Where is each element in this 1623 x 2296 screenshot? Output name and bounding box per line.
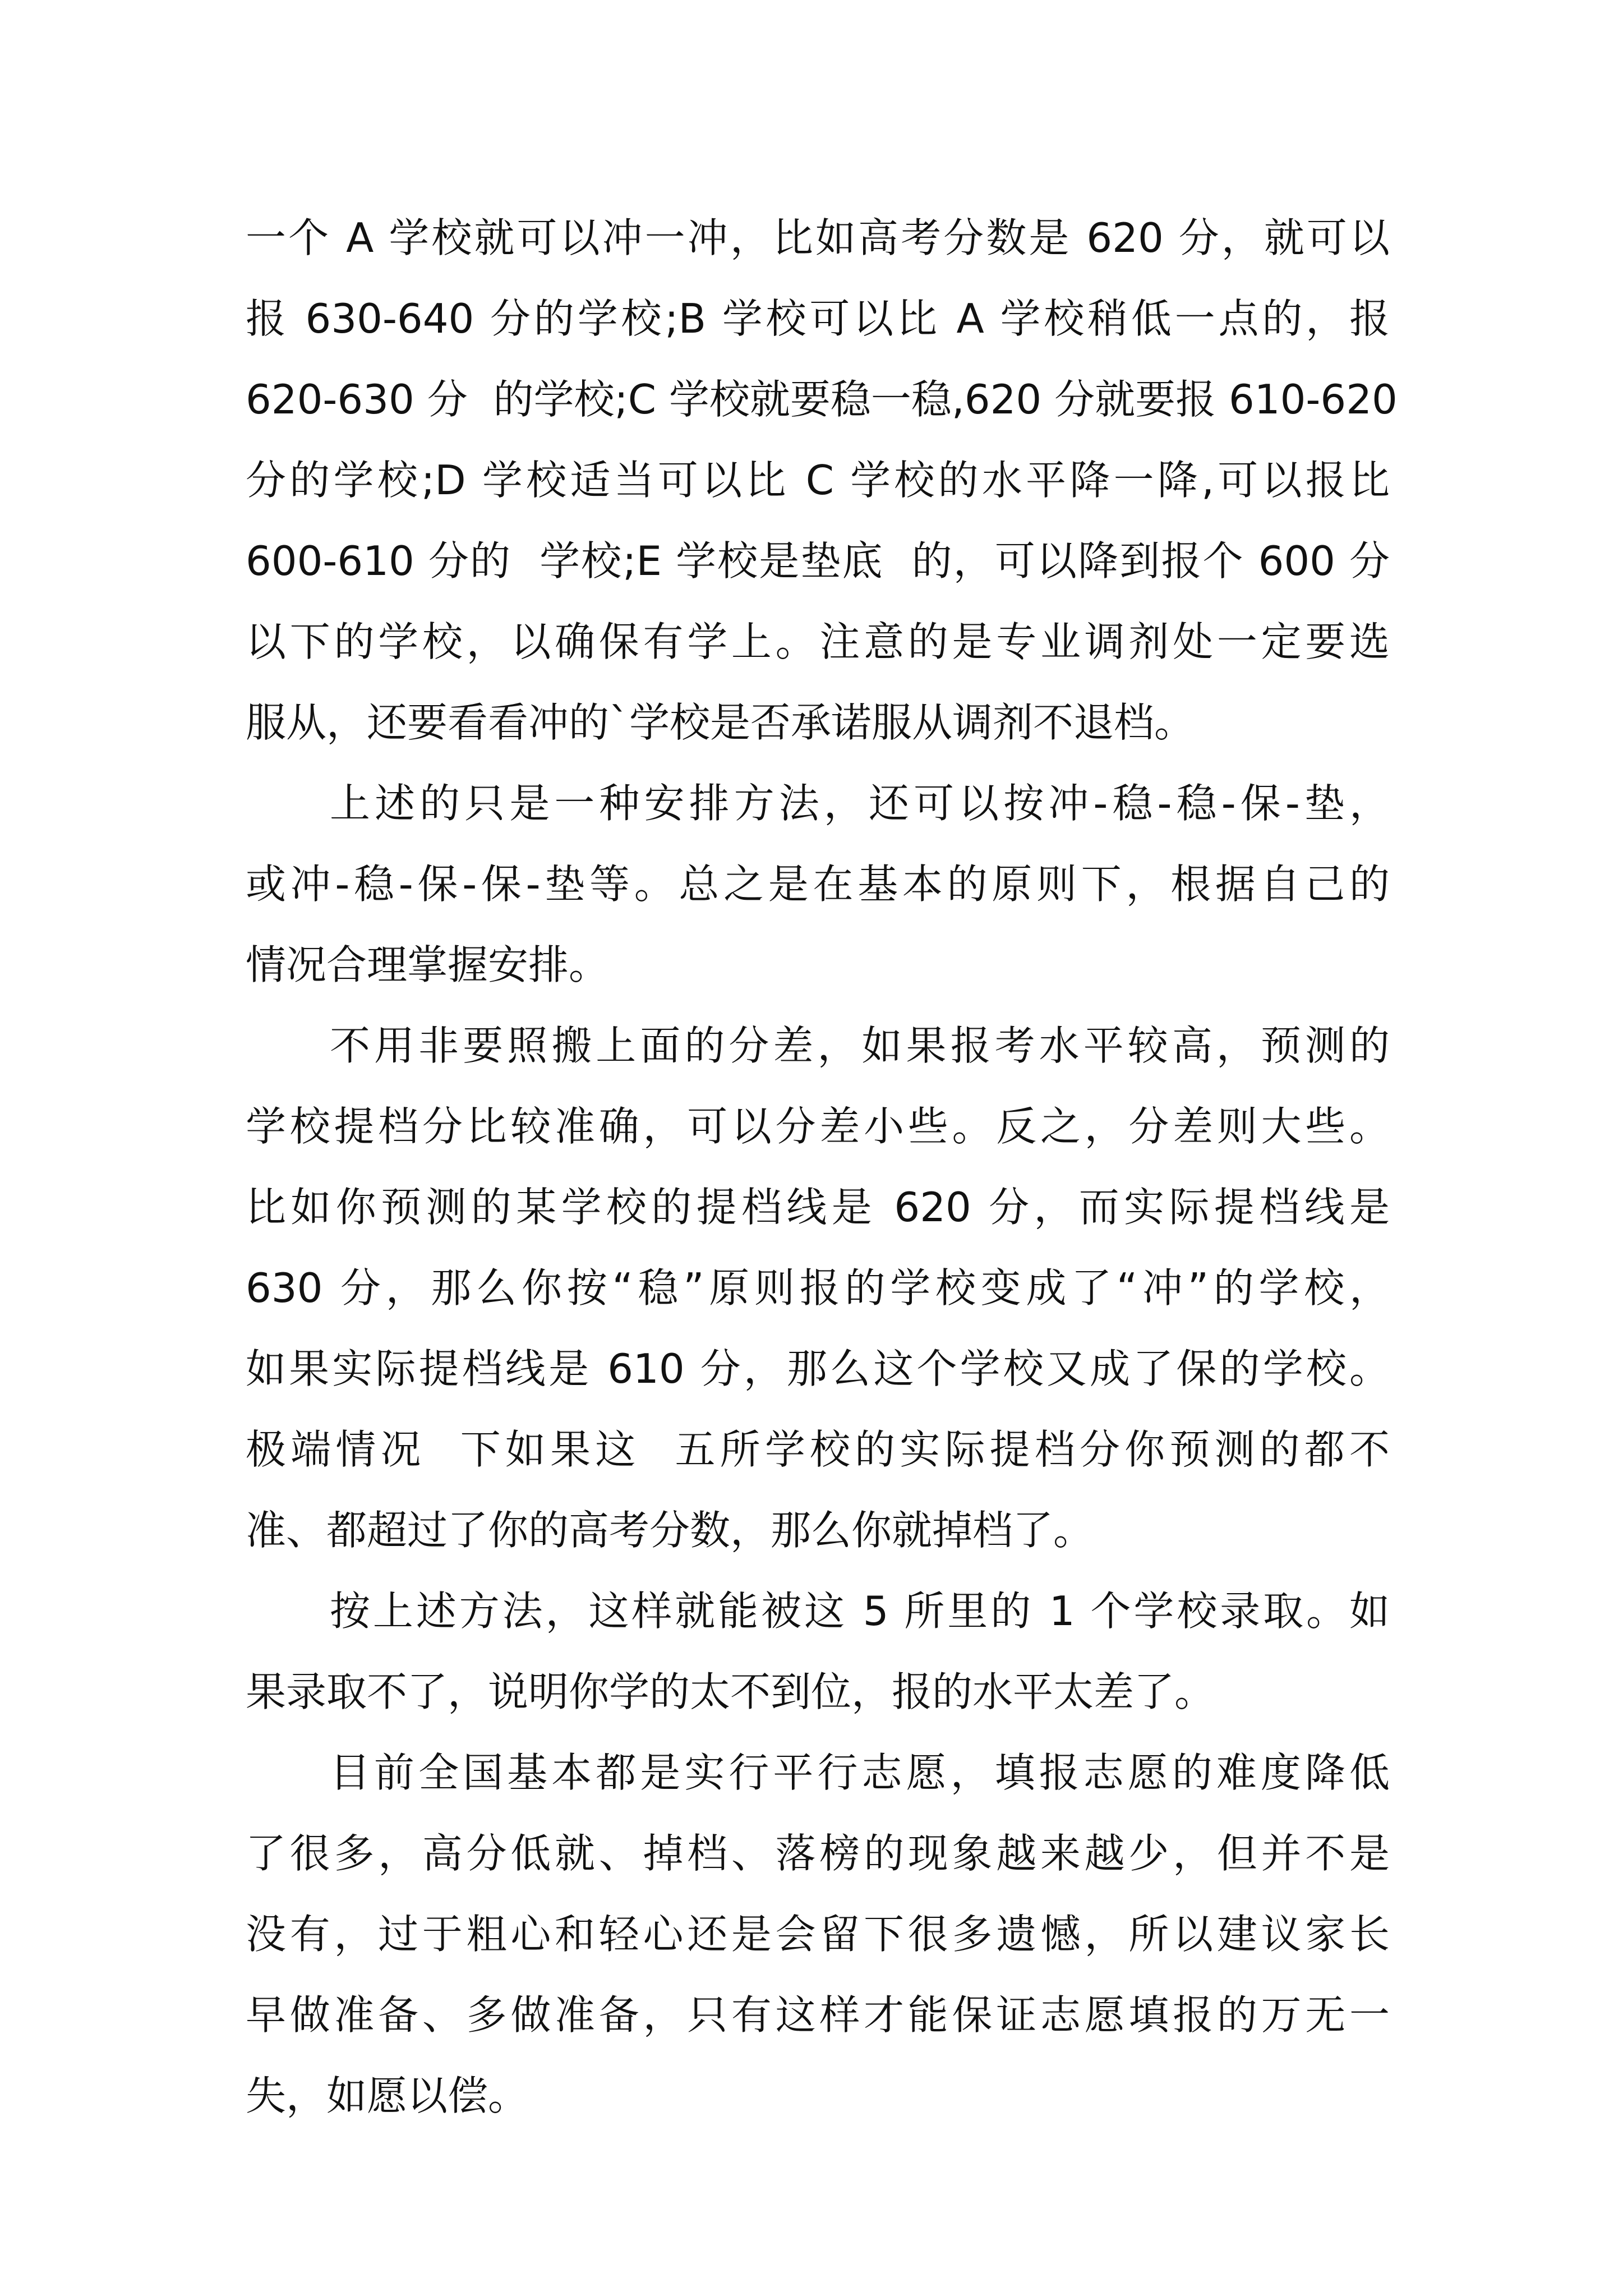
text-line: 情况合理掌握安排。 [246,941,610,988]
text-line: 服从，还要看看冲的`学校是否承诺服从调剂不退档。 [246,699,1195,746]
text-line: 620-630 分 的学校;C 学校就要稳一稳,620 分就要报 610-620 [246,376,1398,423]
text-line: 目前全国基本都是实行平行志愿，填报志愿的难度降低 [330,1749,1390,1796]
paragraph [246,197,1398,763]
text-line: 或冲-稳-保-保-垫等。总之是在基本的原则下，根据自己的 [246,861,1390,908]
text-line: 如果实际提档线是 610 分，那么这个学校又成了保的学校。 [246,1345,1390,1392]
text-line: 失，如愿以偿。 [246,2072,529,2119]
text-line: 一个 A 学校就可以冲一冲，比如高考分数是 620 分，就可以 [246,214,1390,261]
text-line: 早做准备、多做准备，只有这样才能保证志愿填报的万无一 [246,1991,1390,2039]
text-line: 分的学校;D 学校适当可以比 C 学校的水平降一降,可以报比 [246,457,1390,504]
text-line: 630 分，那么你按“稳”原则报的学校变成了“冲”的学校， [246,1264,1390,1312]
text-line: 准、都超过了你的高考分数，那么你就掉档了。 [246,1507,1094,1554]
paragraph [246,763,1390,1005]
document-body [246,197,1398,2136]
text-line: 比如你预测的某学校的提档线是 620 分，而实际提档线是 [246,1184,1390,1231]
text-line: 报 630-640 分的学校;B 学校可以比 A 学校稍低一点的，报 [246,295,1390,342]
paragraph [246,1005,1390,1571]
text-line: 以下的学校，以确保有学上。注意的是专业调剂处一定要选 [246,618,1390,665]
paragraph [246,1571,1390,1732]
text-line: 不用非要照搬上面的分差，如果报考水平较高，预测的 [330,1022,1390,1069]
text-line: 了很多，高分低就、掉档、落榜的现象越来越少，但并不是 [246,1830,1390,1877]
text-line: 极端情况 下如果这 五所学校的实际提档分你预测的都不 [246,1426,1390,1473]
text-line: 上述的只是一种安排方法，还可以按冲-稳-稳-保-垫， [330,780,1390,827]
text-line: 没有，过于粗心和轻心还是会留下很多遗憾，所以建议家长 [246,1911,1390,1958]
text-line: 果录取不了，说明你学的太不到位，报的水平太差了。 [246,1668,1215,1715]
text-line: 按上述方法，这样就能被这 5 所里的 1 个学校录取。如 [330,1588,1390,1635]
text-line: 学校提档分比较准确，可以分差小些。反之，分差则大些。 [246,1103,1390,1150]
paragraph [246,1732,1390,2136]
text-line: 600-610 分的 学校;E 学校是垫底 的，可以降到报个 600 分 [246,537,1390,585]
